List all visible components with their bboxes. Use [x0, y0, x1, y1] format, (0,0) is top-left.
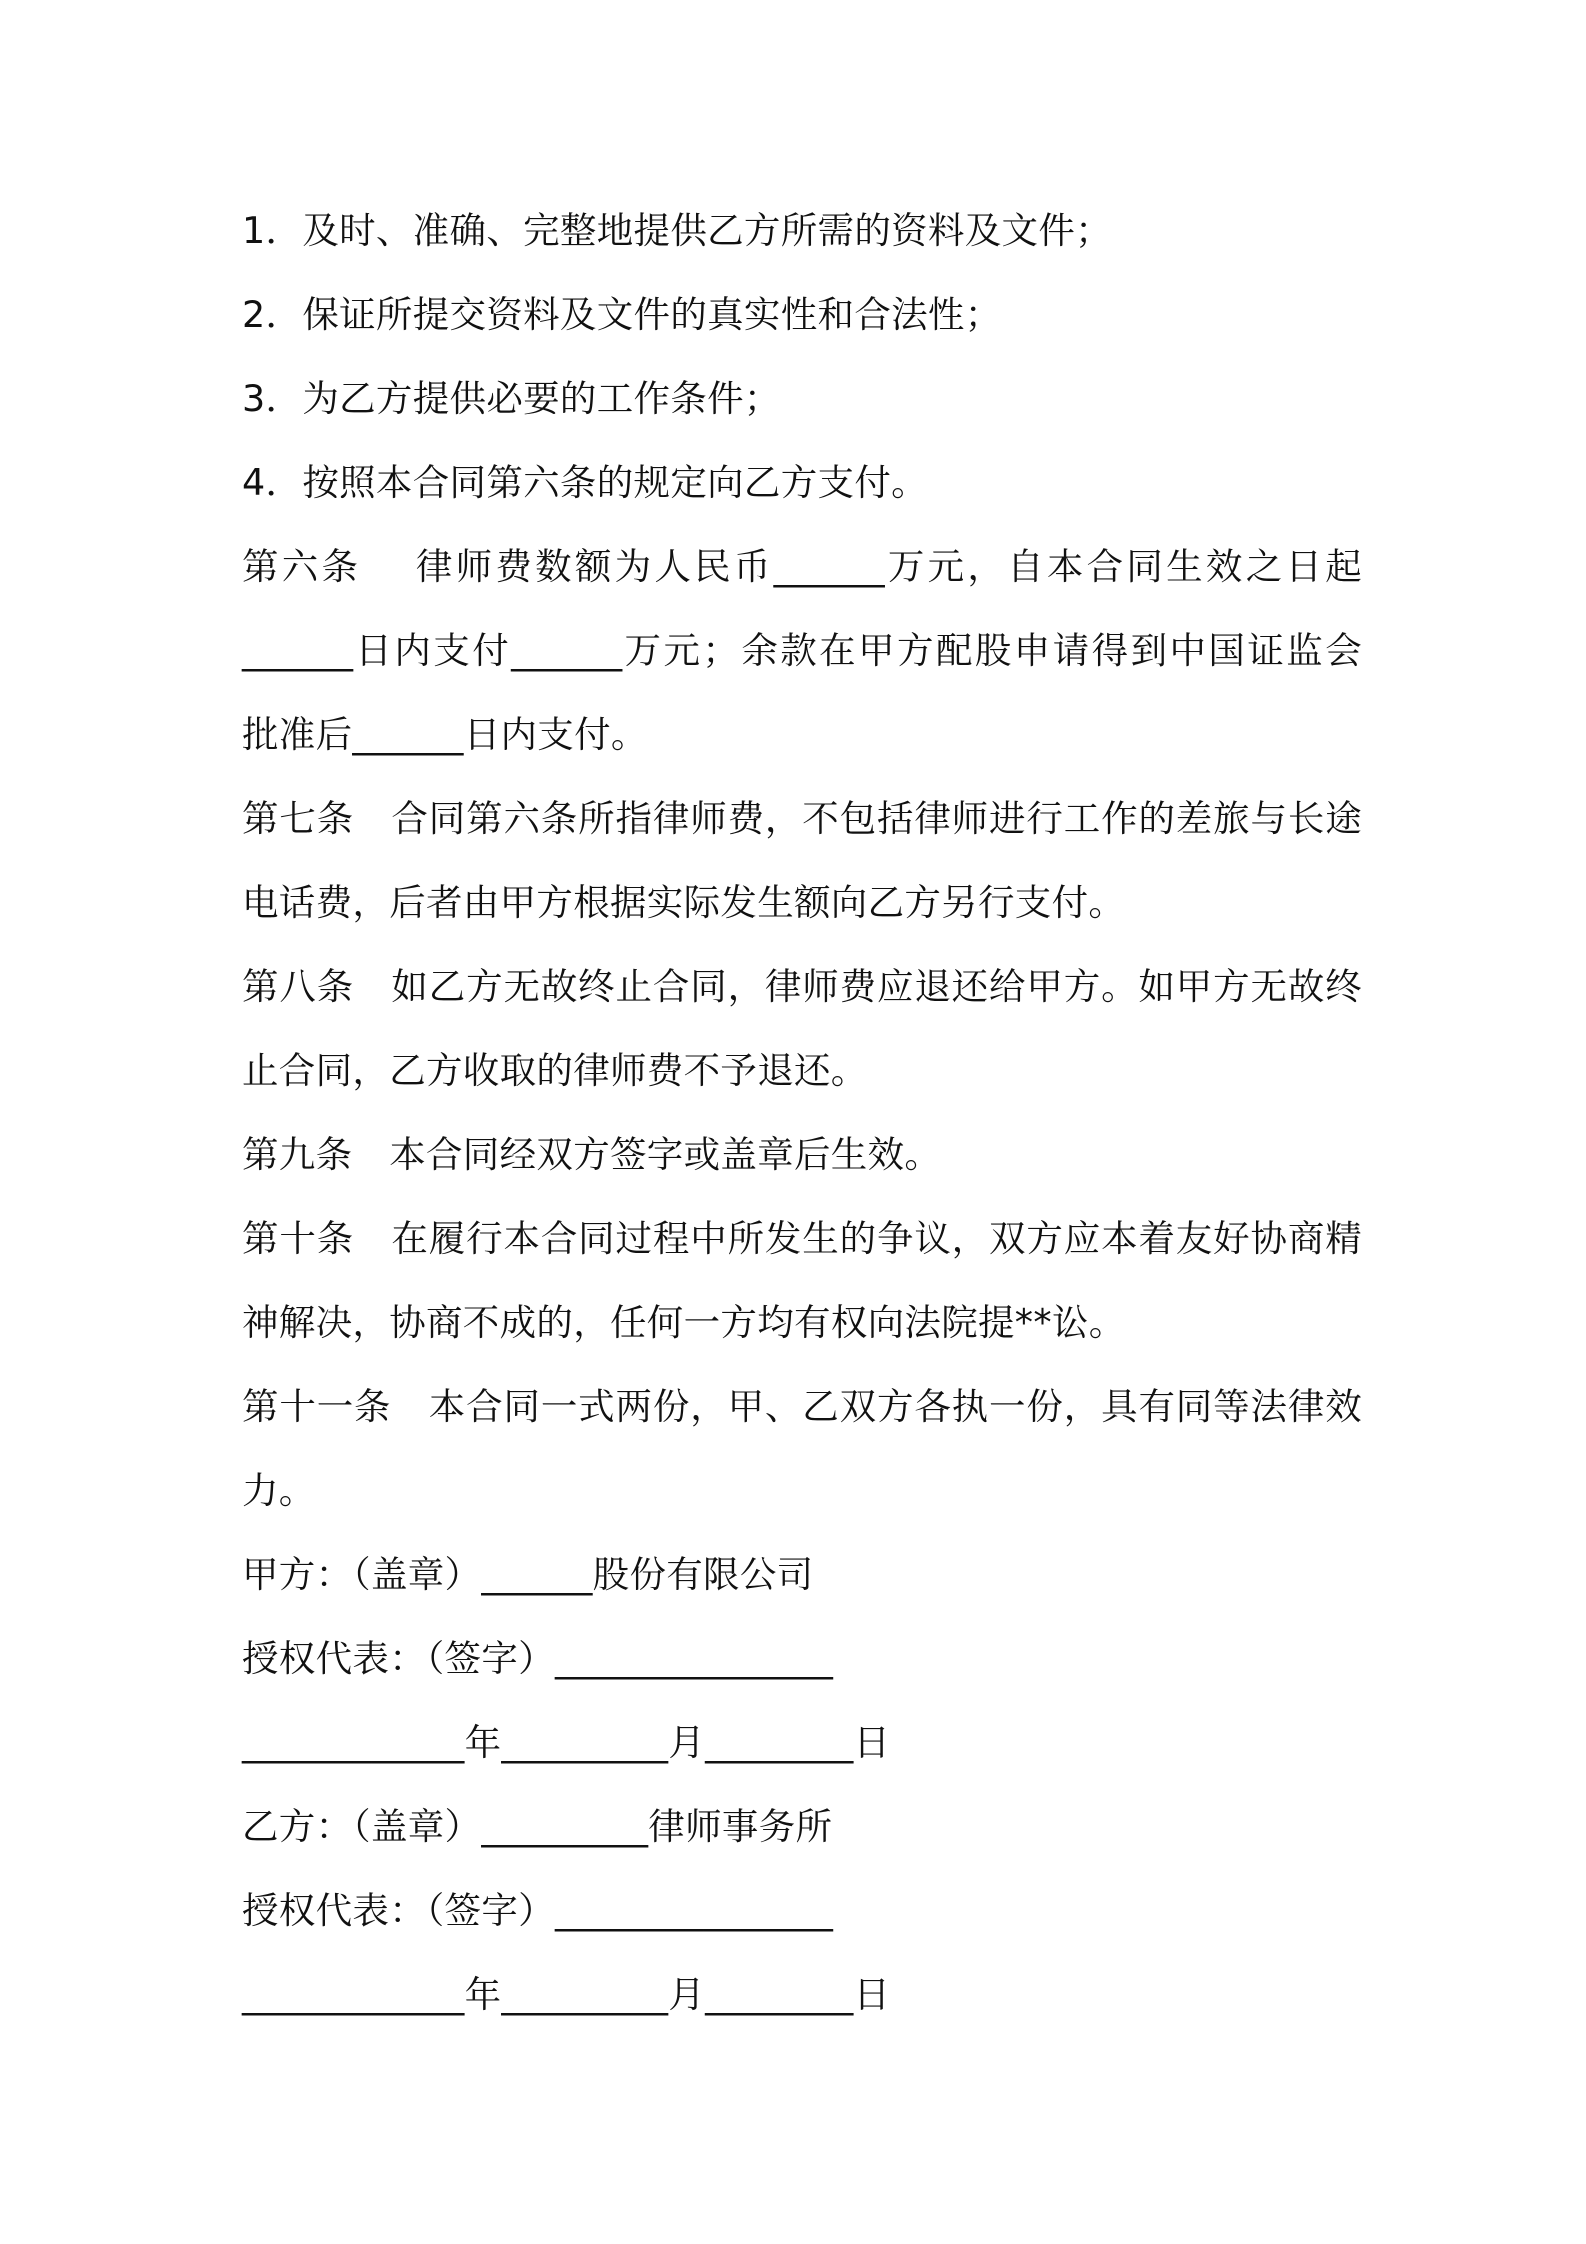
party-a-date: ____________年_________月________日	[242, 1721, 891, 1764]
article-8-line-2: 止合同，乙方收取的律师费不予退还。	[242, 1049, 868, 1092]
party-b-seal: 乙方：（盖章）_________律师事务所	[242, 1805, 833, 1848]
clause-item-2: 2．保证所提交资料及文件的真实性和合法性；	[242, 293, 1002, 336]
article-10-line-1: 第十条 在履行本合同过程中所发生的争议，双方应本着友好协商精	[242, 1217, 1362, 1260]
article-7-line-1: 第七条 合同第六条所指律师费，不包括律师进行工作的差旅与长途	[242, 797, 1362, 840]
article-10-line-2: 神解决，协商不成的，任何一方均有权向法院提**讼。	[242, 1301, 1126, 1344]
article-8-line-1: 第八条 如乙方无故终止合同，律师费应退还给甲方。如甲方无故终	[242, 965, 1362, 1008]
party-a-seal: 甲方：（盖章）______股份有限公司	[242, 1553, 814, 1596]
article-6-line-2: ______日内支付______万元；余款在甲方配股申请得到中国证监会	[242, 629, 1362, 672]
party-a-representative: 授权代表：（签字）_______________	[242, 1637, 834, 1680]
article-9: 第九条 本合同经双方签字或盖章后生效。	[242, 1133, 942, 1176]
clause-item-4: 4．按照本合同第六条的规定向乙方支付。	[242, 461, 928, 504]
article-11-line-2: 力。	[242, 1469, 316, 1512]
party-b-representative: 授权代表：（签字）_______________	[242, 1889, 834, 1932]
article-11-line-1: 第十一条 本合同一式两份，甲、乙双方各执一份，具有同等法律效	[242, 1385, 1362, 1428]
article-6-line-1: 第六条 律师费数额为人民币______万元，自本合同生效之日起	[242, 545, 1362, 588]
article-7-line-2: 电话费，后者由甲方根据实际发生额向乙方另行支付。	[242, 881, 1126, 924]
article-6-line-3: 批准后______日内支付。	[242, 713, 648, 756]
clause-item-1: 1．及时、准确、完整地提供乙方所需的资料及文件；	[242, 209, 1112, 252]
party-b-date: ____________年_________月________日	[242, 1973, 891, 2016]
clause-item-3: 3．为乙方提供必要的工作条件；	[242, 377, 781, 420]
